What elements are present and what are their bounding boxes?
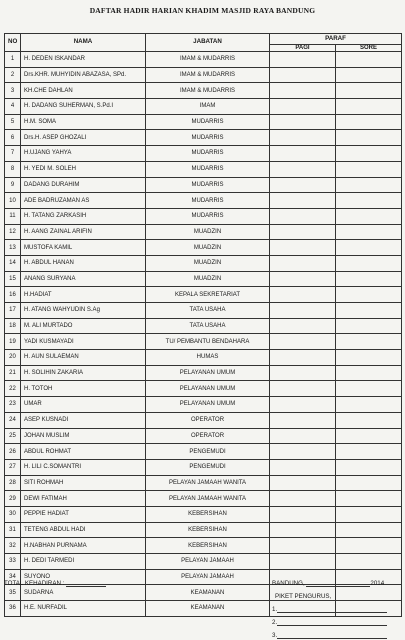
table-row [5,224,402,240]
paraf-pagi-cell[interactable] [270,350,336,366]
row-number: 25 [5,428,21,444]
row-name: SITI ROHMAH [21,475,146,491]
row-position: PELAYAN JAMAAH [146,554,270,570]
row-position: MUADZIN [146,224,270,240]
row-position: KEPALA SEKRETARIAT [146,287,270,303]
table-row [5,114,402,130]
paraf-pagi-cell[interactable] [270,255,336,271]
row-position: PELAYANAN UMUM [146,381,270,397]
total-label: TOTAL KEHADIRAN : [4,580,65,587]
row-number: 21 [5,365,21,381]
row-number: 4 [5,99,21,115]
row-name: H. AANG ZAINAL ARIFIN [21,224,146,240]
row-name: H. DADANG SUHERMAN, S.Pd.I [21,99,146,115]
paraf-pagi-cell[interactable] [270,506,336,522]
row-position: MUDARRIS [146,161,270,177]
paraf-sore-cell[interactable] [336,146,402,162]
row-number: 32 [5,538,21,554]
row-number: 22 [5,381,21,397]
paraf-pagi-cell[interactable] [270,130,336,146]
table-row [5,506,402,522]
row-number: 20 [5,350,21,366]
table-row [5,538,402,554]
row-number: 17 [5,303,21,319]
row-number: 31 [5,522,21,538]
row-name: H. ATANG WAHYUDIN S.Ag [21,303,146,319]
table-row [5,193,402,209]
row-name: ABDUL ROHMAT [21,444,146,460]
row-name: H. SOLIHIN ZAKARIA [21,365,146,381]
paraf-sore-cell[interactable] [336,208,402,224]
table-row [5,83,402,99]
row-name: DEWI FATIMAH [21,491,146,507]
signer-2 [272,619,387,626]
table-row [5,303,402,319]
row-number: 9 [5,177,21,193]
table-row [5,397,402,413]
table-row [5,99,402,115]
paraf-pagi-cell[interactable] [270,365,336,381]
paraf-sore-cell[interactable] [336,350,402,366]
signature-blank[interactable] [277,638,387,639]
signer-number: 1. [272,606,278,613]
paraf-pagi-cell[interactable] [270,459,336,475]
row-name: H.HADIAT [21,287,146,303]
row-position: MUADZIN [146,240,270,256]
row-number: 33 [5,554,21,570]
row-position: PELAYAN JAMAAH WANITA [146,491,270,507]
row-position: PENGEMUDI [146,459,270,475]
table-row [5,287,402,303]
row-number: 13 [5,240,21,256]
paraf-sore-cell[interactable] [336,397,402,413]
paraf-pagi-cell[interactable] [270,208,336,224]
row-number: 10 [5,193,21,209]
paraf-sore-cell[interactable] [336,99,402,115]
paraf-sore-cell[interactable] [336,491,402,507]
signature-blank[interactable] [277,612,387,613]
row-position: HUMAS [146,350,270,366]
row-position: MUDARRIS [146,208,270,224]
paraf-sore-cell[interactable] [336,287,402,303]
row-position: KEBERSIHAN [146,522,270,538]
paraf-pagi-cell[interactable] [270,538,336,554]
row-position: TATA USAHA [146,303,270,319]
paraf-sore-cell[interactable] [336,193,402,209]
paraf-sore-cell[interactable] [336,365,402,381]
paraf-sore-cell[interactable] [336,334,402,350]
row-name: TETENG ABDUL HADI [21,522,146,538]
paraf-pagi-cell[interactable] [270,303,336,319]
row-number: 8 [5,161,21,177]
table-row [5,444,402,460]
row-position: PELAYANAN UMUM [146,365,270,381]
table-row [5,271,402,287]
paraf-sore-cell[interactable] [336,67,402,83]
header-paraf: PARAF [270,34,402,45]
header-pagi: PAGI [270,45,336,52]
paraf-pagi-cell[interactable] [270,554,336,570]
row-position: PELAYANAN UMUM [146,397,270,413]
row-number: 36 [5,601,21,617]
table-row [5,491,402,507]
table-row [5,459,402,475]
row-position: PELAYAN JAMAAH WANITA [146,475,270,491]
row-position: MUADZIN [146,255,270,271]
signer-number: 3. [272,632,278,639]
row-name: JOHAN MUSLIM [21,428,146,444]
paraf-pagi-cell[interactable] [270,83,336,99]
table-row [5,554,402,570]
row-number: 2 [5,67,21,83]
paraf-pagi-cell[interactable] [270,444,336,460]
paraf-sore-cell[interactable] [336,52,402,68]
table-row [5,240,402,256]
row-name: SUDARNA [21,585,146,601]
row-number: 19 [5,334,21,350]
paraf-pagi-cell[interactable] [270,428,336,444]
row-position: IMAM & MUDARRIS [146,67,270,83]
signer-3 [272,632,387,639]
row-number: 15 [5,271,21,287]
row-number: 14 [5,255,21,271]
table-row [5,412,402,428]
row-position: MUDARRIS [146,177,270,193]
piket-label: PIKET PENGURUS, [275,593,332,600]
row-name: H.M. SOMA [21,114,146,130]
table-row [5,318,402,334]
paraf-pagi-cell[interactable] [270,240,336,256]
paraf-sore-cell[interactable] [336,459,402,475]
paraf-pagi-cell[interactable] [270,271,336,287]
paraf-sore-cell[interactable] [336,585,402,601]
row-name: MUSTOFA KAMIL [21,240,146,256]
table-row [5,428,402,444]
row-number: 18 [5,318,21,334]
table-row [5,522,402,538]
paraf-sore-cell[interactable] [336,177,402,193]
row-name: H. TOTOH [21,381,146,397]
row-name: KH.CHE DAHLAN [21,83,146,99]
row-number: 27 [5,459,21,475]
paraf-sore-cell[interactable] [336,318,402,334]
paraf-sore-cell[interactable] [336,83,402,99]
row-number: 7 [5,146,21,162]
row-name: H. TATANG ZARKASIH [21,208,146,224]
paraf-pagi-cell[interactable] [270,475,336,491]
row-position: IMAM & MUDARRIS [146,83,270,99]
date-blank[interactable] [306,586,370,587]
table-row [5,208,402,224]
row-name: H. DEDEN ISKANDAR [21,52,146,68]
paraf-pagi-cell[interactable] [270,381,336,397]
row-position: IMAM [146,99,270,115]
row-name: H. AUN SULAEMAN [21,350,146,366]
year-label: 2014 [370,580,385,587]
paraf-pagi-cell[interactable] [270,52,336,68]
row-number: 34 [5,569,21,585]
paraf-pagi-cell[interactable] [270,177,336,193]
paraf-sore-cell[interactable] [336,303,402,319]
row-name: SUYONO [21,569,146,585]
row-number: 29 [5,491,21,507]
signature-blank[interactable] [277,625,387,626]
row-position: PENGEMUDI [146,444,270,460]
total-blank[interactable] [66,586,106,587]
paraf-pagi-cell[interactable] [270,397,336,413]
paraf-sore-cell[interactable] [336,114,402,130]
row-number: 30 [5,506,21,522]
paraf-sore-cell[interactable] [336,522,402,538]
signer-1 [272,606,387,613]
row-name: ASEP KUSNADI [21,412,146,428]
table-row [5,130,402,146]
row-position: PELAYAN JAMAAH [146,569,270,585]
paraf-pagi-cell[interactable] [270,161,336,177]
table-row [5,475,402,491]
row-name: M. ALI MURTADO [21,318,146,334]
table-body [5,52,402,617]
paraf-sore-cell[interactable] [336,130,402,146]
row-name: H.NABHAN PURNAMA [21,538,146,554]
row-name: H.E. NURFADIL [21,601,146,617]
paraf-pagi-cell[interactable] [270,491,336,507]
row-name: ANANG SURYANA [21,271,146,287]
paraf-sore-cell[interactable] [336,444,402,460]
paraf-pagi-cell[interactable] [270,99,336,115]
table-row [5,381,402,397]
row-position: TU/ PEMBANTU BENDAHARA [146,334,270,350]
row-number: 11 [5,208,21,224]
paraf-sore-cell[interactable] [336,381,402,397]
row-number: 1 [5,52,21,68]
paraf-sore-cell[interactable] [336,428,402,444]
paraf-sore-cell[interactable] [336,412,402,428]
row-name: H. YEDI M. SOLEH [21,161,146,177]
date-line [272,580,384,587]
paraf-pagi-cell[interactable] [270,334,336,350]
row-position: TATA USAHA [146,318,270,334]
header-no: NO [5,34,21,52]
paraf-pagi-cell[interactable] [270,193,336,209]
row-position: MUDARRIS [146,193,270,209]
signer-number: 2. [272,619,278,626]
paraf-sore-cell[interactable] [336,240,402,256]
paraf-pagi-cell[interactable] [270,318,336,334]
table-row [5,177,402,193]
paraf-pagi-cell[interactable] [270,114,336,130]
attendance-table [4,33,402,617]
paraf-sore-cell[interactable] [336,161,402,177]
row-number: 26 [5,444,21,460]
row-position: MUDARRIS [146,114,270,130]
paraf-sore-cell[interactable] [336,538,402,554]
row-number: 28 [5,475,21,491]
row-name: DADANG DURAHIM [21,177,146,193]
row-number: 24 [5,412,21,428]
row-number: 6 [5,130,21,146]
table-row [5,255,402,271]
row-name: UMAR [21,397,146,413]
row-name: Drs.KHR. MUHYIDIN ABAZASA, SPd. [21,67,146,83]
row-name: H.UJANG YAHYA [21,146,146,162]
paraf-sore-cell[interactable] [336,475,402,491]
row-number: 35 [5,585,21,601]
header-nama: NAMA [21,34,146,52]
table-row [5,67,402,83]
row-position: KEAMANAN [146,585,270,601]
row-position: KEBERSIHAN [146,506,270,522]
table-row [5,350,402,366]
row-name: H. LILI C.SOMANTRI [21,459,146,475]
row-name: Drs.H. ASEP GHOZALI [21,130,146,146]
row-name: YADI KUSMAYADI [21,334,146,350]
paraf-pagi-cell[interactable] [270,412,336,428]
table-row [5,334,402,350]
row-number: 12 [5,224,21,240]
row-name: H. ABDUL HANAN [21,255,146,271]
row-position: KEBERSIHAN [146,538,270,554]
row-position: MUDARRIS [146,146,270,162]
row-position: MUDARRIS [146,130,270,146]
paraf-pagi-cell[interactable] [270,146,336,162]
row-position: KEAMANAN [146,601,270,617]
row-name: PEPPIE HADIAT [21,506,146,522]
row-number: 16 [5,287,21,303]
paraf-sore-cell[interactable] [336,255,402,271]
header-sore: SORE [336,45,402,52]
city-label: BANDUNG, [272,580,305,587]
header-jabatan: JABATAN [146,34,270,52]
paraf-sore-cell[interactable] [336,224,402,240]
table-row [5,52,402,68]
table-row [5,365,402,381]
paraf-pagi-cell[interactable] [270,287,336,303]
row-number: 5 [5,114,21,130]
row-number: 23 [5,397,21,413]
paraf-sore-cell[interactable] [336,271,402,287]
row-name: H. DEDI TARMEDI [21,554,146,570]
paraf-sore-cell[interactable] [336,554,402,570]
total-attendance [4,580,106,587]
row-position: OPERATOR [146,412,270,428]
table-row [5,585,402,601]
paraf-pagi-cell[interactable] [270,224,336,240]
paraf-sore-cell[interactable] [336,506,402,522]
row-position: OPERATOR [146,428,270,444]
table-row [5,146,402,162]
table-row [5,161,402,177]
paraf-pagi-cell[interactable] [270,522,336,538]
document-title: DAFTAR HADIR HARIAN KHADIM MASJID RAYA BANDUNG [89,6,316,15]
row-number: 3 [5,83,21,99]
row-name: ADE BADRUZAMAN AS [21,193,146,209]
row-position: MUADZIN [146,271,270,287]
paraf-pagi-cell[interactable] [270,67,336,83]
row-position: IMAM & MUDARRIS [146,52,270,68]
